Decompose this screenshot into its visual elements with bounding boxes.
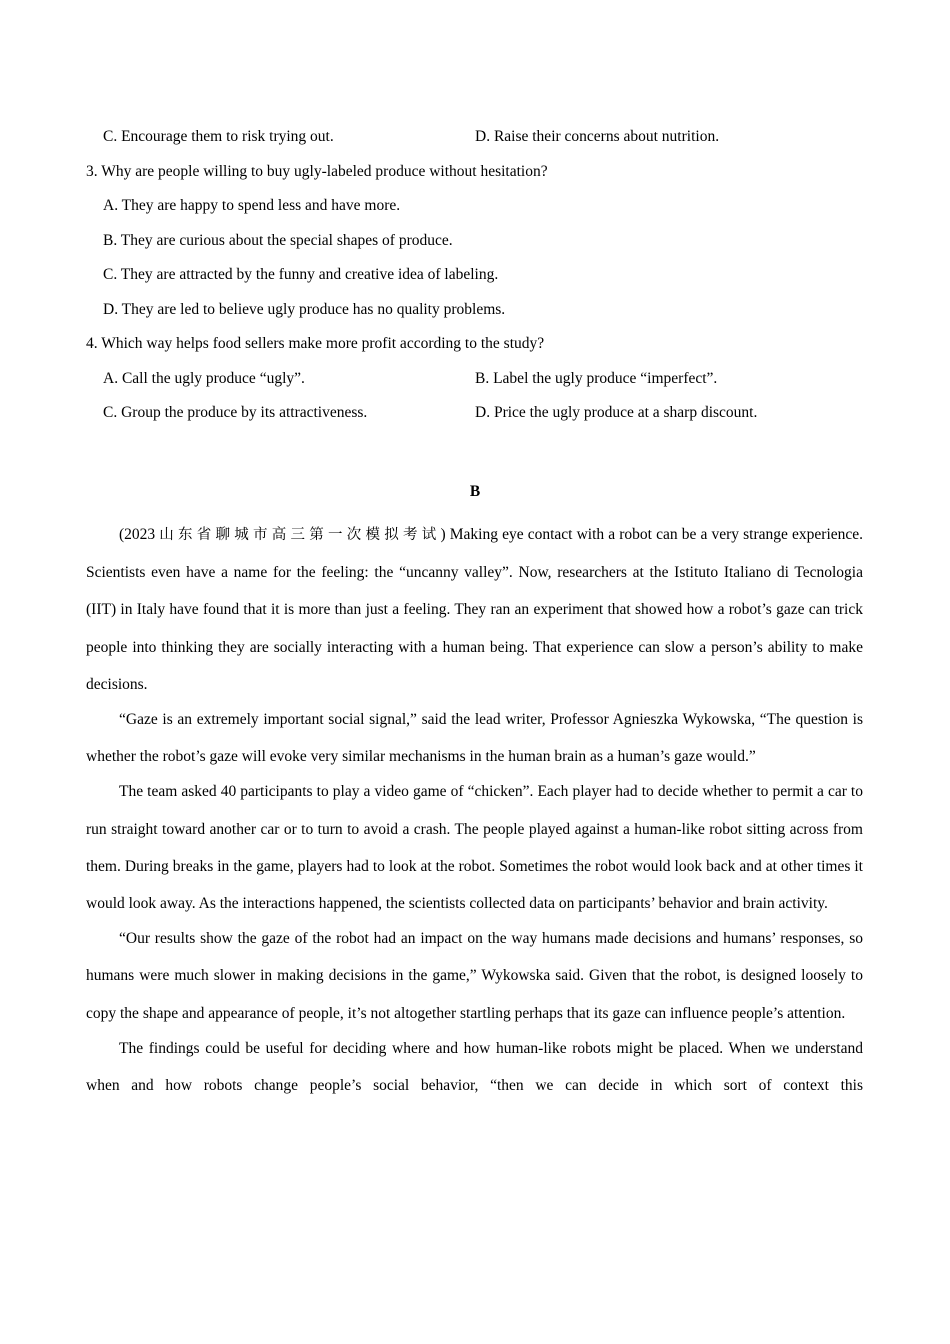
passage-paragraph-5: The findings could be useful for deciding where and how human-like robots might be placed. When we understand when and how robots change people’s social behavior, “then we can decide in which sort of context this [86,1039,863,1095]
passage-paragraph-2: “Gaze is an extremely important social signal,” said the lead writer, Professor Agnieszka Wykowska, “The question is whether the robot’s gaze will evoke very similar mechanisms in the human brain as a human’s gaze would.” [86,711,863,766]
passage-b [86,516,863,1104]
paragraph-1-text: Making eye contact with a robot can be a very strange experience. Scientists even have a name for the feeling: the “uncanny valley”. Now, researchers at the Istituto Italiano di Tecnologia (IIT) in Italy have found that it is more than just a feeling. They ran an experiment that showed how a robot’s gaze can trick people into thinking they are socially interacting with a human being. That experience can slow a person’s ability to make decisions. [86,526,864,693]
passage-paragraph-1 [86,516,863,703]
q4-option-a: A. Call the ugly produce “ugly”. [103,370,305,387]
source-label: 山东省聊城市高三第一次模拟考试 [159,527,441,543]
q4-option-c: C. Group the produce by its attractiveness. [103,404,368,421]
q3-option-b: B. They are curious about the special shapes of produce. [103,232,453,249]
source-suffix: ) [440,526,446,543]
section-b-title: B [469,483,481,500]
source-prefix: (2023 [119,526,156,543]
q2-option-d: D. Raise their concerns about nutrition. [475,128,720,145]
passage-paragraph-4: “Our results show the gaze of the robot had an impact on the way humans made decisions and humans’ responses, so humans were much slower in making decisions in the game,” Wykowska said. Given that the robot, is designed loosely to copy the shape and appearance of people, it’s not altogether startling perhaps that its gaze can influence people’s attention. [86,930,863,1022]
q3-option-d: D. They are led to believe ugly produce has no quality problems. [103,301,506,318]
q2-option-c: C. Encourage them to risk trying out. [103,128,334,145]
question-4: 4. Which way helps food sellers make more profit according to the study? [86,335,545,352]
q4-option-b: B. Label the ugly produce “imperfect”. [475,370,718,387]
q3-option-a: A. They are happy to spend less and have more. [103,197,401,214]
question-3: 3. Why are people willing to buy ugly-labeled produce without hesitation? [86,163,548,180]
passage-paragraph-3: The team asked 40 participants to play a video game of “chicken”. Each player had to decide whether to permit a car to run straight toward another car or to turn to avoid a crash. The people played against a human-like robot sitting across from them. During breaks in the game, players had to look at the robot. Sometimes the robot would look back and at other times it would look away. As the interactions happened, the scientists collected data on participants’ behavior and brain activity. [86,783,863,913]
q3-option-c: C. They are attracted by the funny and creative idea of labeling. [103,266,499,283]
q4-option-d: D. Price the ugly produce at a sharp discount. [475,404,758,421]
